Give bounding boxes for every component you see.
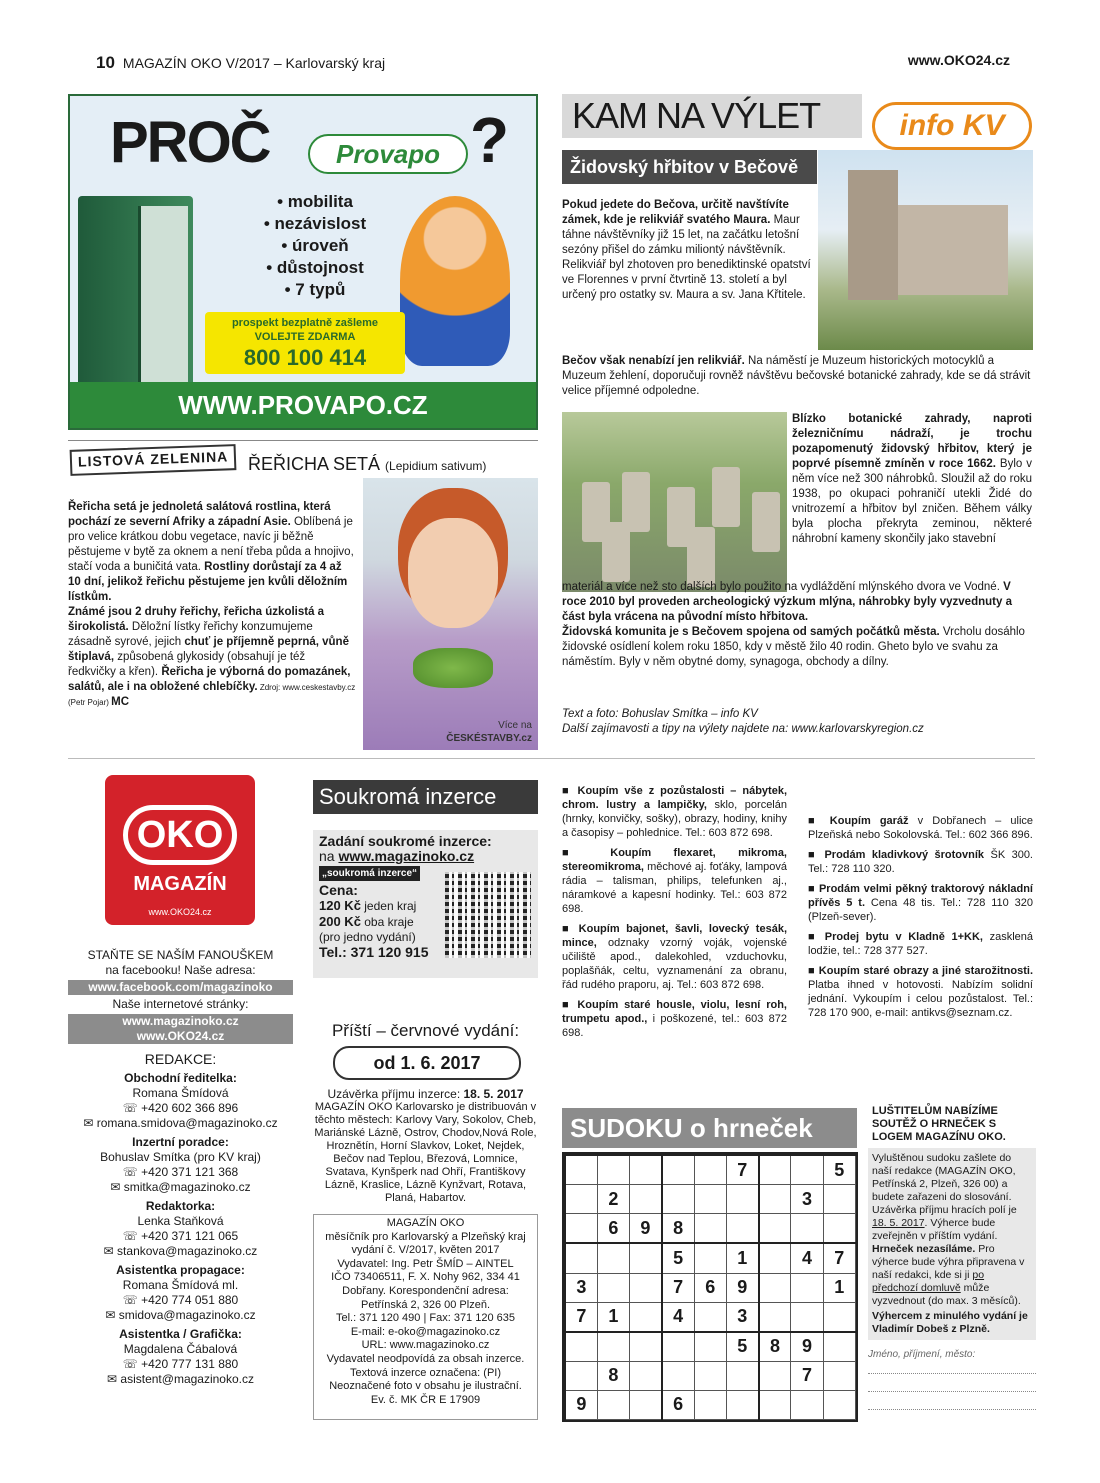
paragraph: Pokud jedete do Bečova, určitě navštívíte zámek, kde je relikviář svatého Maura. Maur táhne návštěvníky již 15 let, na začátku letošní sezóny přišel do zámku miliontý návštěvník. Relikviář byl zhotoven pro benediktinské opatství ve Florennes v první čtvrtině 13. století a byl určený pro ostatky sv. Maura a sv. Jana Křtitele. (562, 199, 811, 301)
email-link[interactable]: ✉ stankova@magazinoko.cz (103, 1244, 258, 1258)
sudoku-cell[interactable]: 4 (662, 1302, 694, 1332)
website-links (68, 1014, 293, 1044)
sudoku-cell[interactable] (694, 1155, 726, 1185)
sudoku-cell[interactable] (759, 1273, 791, 1302)
private-ads-box: Zadání soukromé inzerce: na www.magazinoko.cz „soukromá inzerce“ Cena: 120 Kč jeden kraj 200 Kč oba kraje (pro jedno vydání) Tel.: 371 120 915 (313, 830, 538, 978)
promo-text: prospekt bezplatně zašleme (231, 317, 379, 329)
castle-photo (818, 150, 1033, 350)
classifieds-col-1 (562, 784, 787, 1046)
staff-entry: Asistentka propagace: Romana Šmídová ml. ☏ +420 774 051 880 ✉ smidova@magazinoko.cz (68, 1263, 293, 1323)
feature-item: • mobilita (277, 192, 353, 211)
sudoku-cell[interactable]: 9 (726, 1273, 758, 1302)
sudoku-cell[interactable] (565, 1185, 597, 1214)
sudoku-cell[interactable] (597, 1155, 629, 1185)
classified-ad: ■ Prodám velmi pěkný traktorový nákladní přívěs 5 t. Cena 48 tis. Tel.: 728 110 320 (Plzeň-sever). (808, 883, 1033, 923)
distribution-info: Uzávěrka příjmu inzerce: 18. 5. 2017 MAGAZÍN OKO Karlovarsko je distribuován v těchto městech: Karlovy Vary, Sokolov, Cheb, Mariánské Lázně, Ostrov, Chodov,Nová Role, Hroznětín, Horní Slavkov, Loket, Nejdek, Bečov nad Teplou, Březová, Lomnice, Svatava, Kynšperk nad Ohří, Františkovy Lázně, Kraslice, Lázně Kynžvart, Rotava, Planá, Habartov. (314, 1087, 537, 1204)
info-kv-badge: info KV (872, 102, 1032, 150)
name-field-label[interactable]: Jméno, příjmení, město: (868, 1348, 1036, 1374)
staff-entry: Obchodní ředitelka: Romana Šmídová ☏ +420 602 366 896 ✉ romana.smidova@magazinoko.cz (68, 1071, 293, 1131)
sudoku-cell[interactable] (630, 1302, 662, 1332)
sudoku-cell[interactable] (823, 1332, 855, 1362)
ad-question-mark: ? (470, 104, 510, 176)
provapo-ad[interactable] (68, 94, 538, 430)
promo-call: VOLEJTE ZDARMA (254, 331, 356, 344)
sudoku-cell[interactable] (597, 1273, 629, 1302)
photo-credit: Více na ČESKÉSTAVBY.cz (446, 720, 532, 745)
sudoku-cell[interactable]: 4 (791, 1243, 823, 1273)
sudoku-cell[interactable] (662, 1361, 694, 1390)
sudoku-cell[interactable]: 3 (565, 1273, 597, 1302)
article-title (248, 453, 486, 476)
feature-item: • nezávislost (263, 214, 367, 233)
sudoku-cell[interactable] (726, 1185, 758, 1214)
sudoku-cell[interactable]: 5 (726, 1332, 758, 1362)
paragraph: Známé jsou 2 druhy řeřichy, řeřicha úzkolistá a širokolistá. Děložní lístky řeřichy konzumujeme zásadně syrové, jejich chuť je příjemně peprná, vůně štiplavá, způsobená glykosidy (obsahují je též ředkvičky a křen). Řeřicha je výborná do pomazánek, salátů, ale i na obložené chlebíčky. Zdroj: www.ceskestavby.cz (Petr Pojar) MC (68, 606, 356, 708)
sudoku-cell[interactable]: 7 (565, 1302, 597, 1332)
sudoku-cell[interactable] (694, 1185, 726, 1214)
sudoku-cell[interactable] (823, 1185, 855, 1214)
sudoku-cell[interactable] (694, 1390, 726, 1419)
next-issue-date: od 1. 6. 2017 (333, 1046, 521, 1080)
sudoku-cell[interactable]: 6 (662, 1390, 694, 1419)
sudoku-cell[interactable] (630, 1243, 662, 1273)
sudoku-cell[interactable] (597, 1332, 629, 1362)
section-title: KAM NA VÝLET (562, 94, 862, 138)
sudoku-cell[interactable] (791, 1302, 823, 1332)
website-link[interactable]: www.OKO24.cz (136, 1029, 225, 1043)
email-link[interactable]: ✉ smidova@magazinoko.cz (105, 1308, 256, 1322)
classified-ad: ■ Koupím staré obrazy a jiné starožitnosti. Platba ihned v hotovosti. Nabízím solidní jednání. Vykoupím i celou pozůstalost. Tel.: 728 170 900, e-mail: antikvs@seznam.cz. (808, 965, 1033, 1019)
sudoku-cell[interactable]: 9 (791, 1332, 823, 1362)
editorial-info: STAŇTE SE NAŠÍM FANOUŠKEM na facebooku! Naše adresa: www.facebook.com/magazinoko Naše internetové stránky: www.magazinoko.cz www.OKO24.cz REDAKCE: Obchodní ředitelka: Romana Šmídová ☏ +420 602 366 896 ✉ romana.smidova@magazinoko.cz Inzertní poradce: Bohuslav Smítka (pro KV kraj) ☏ +420 371 121 368 ✉ smitka@magazinoko.cz Redaktorka: Lenka Staňková ☏ +420 371 121 065 ✉ stankova@magazinoko.cz Asistentka propagace: Romana Šmídová ml. ☏ +420 774 051 880 ✉ smidova@magazinoko.cz Asistentka / Grafička: Magdalena Čábalová ☏ +420 777 131 880 ✉ asistent@magazinoko.cz (68, 948, 293, 1387)
website-link[interactable]: www.magazinoko.cz (122, 1014, 239, 1028)
staff-entry: Redaktorka: Lenka Staňková ☏ +420 371 121 065 ✉ stankova@magazinoko.cz (68, 1199, 293, 1259)
sudoku-cell[interactable] (759, 1185, 791, 1214)
feature-item: • důstojnost (266, 258, 364, 277)
cemetery-photo (562, 412, 787, 592)
page-number: 10 (96, 53, 115, 72)
ad-promo (205, 312, 405, 374)
latin-name: (Lepidium sativum) (385, 459, 487, 473)
sudoku-cell[interactable] (791, 1155, 823, 1185)
ad-url[interactable]: WWW.PROVAPO.CZ (70, 382, 536, 428)
sudoku-cell[interactable]: 3 (726, 1302, 758, 1332)
article-source: Text a foto: Bohuslav Smítka – info KV Další zajímavosti a tipy na výlety najdete na: www.karlovarskyregion.cz (562, 707, 1032, 737)
page-header (96, 52, 385, 74)
facebook-link[interactable]: www.facebook.com/magazinoko (68, 980, 293, 995)
private-ads-title: Soukromá inzerce (313, 780, 538, 814)
sudoku-cell[interactable] (759, 1390, 791, 1419)
sudoku-grid[interactable] (562, 1152, 858, 1422)
entry-line[interactable] (868, 1392, 1036, 1410)
sudoku-cell[interactable]: 9 (630, 1214, 662, 1244)
header-url[interactable]: www.OKO24.cz (907, 52, 1010, 68)
sudoku-cell[interactable]: 7 (791, 1361, 823, 1390)
sudoku-cell[interactable]: 1 (823, 1273, 855, 1302)
email-link[interactable]: ✉ asistent@magazinoko.cz (107, 1372, 254, 1386)
sudoku-cell[interactable]: 1 (726, 1243, 758, 1273)
classified-ad: ■ Koupím staré housle, violu, lesní roh, trumpetu apod., i poškozené, tel.: 603 872 698. (562, 999, 787, 1039)
sudoku-cell[interactable] (694, 1302, 726, 1332)
ad-headline: PROČ (110, 110, 270, 175)
sudoku-cell[interactable] (759, 1361, 791, 1390)
staff-entry: Inzertní poradce: Bohuslav Smítka (pro KV kraj) ☏ +420 371 121 368 ✉ smitka@magazinoko.cz (68, 1135, 293, 1195)
classified-ad: ■ Koupím flexaret, mikroma, stereomikroma, měchové aj. foťáky, lampová rádia – talisman, philips, telefunken aj., náramkové a kapesní hodinky. Tel.: 603 872 698. (562, 847, 787, 915)
sudoku-cell[interactable] (630, 1361, 662, 1390)
paragraph: Bečov však nenabízí jen relikviář. Na náměstí je Muzeum historických motocyklů a Muzeum žehlení, doporučuji rovněž návštěvu bečovské botanické zahrady, kde se dá strávit velice příjemné odpoledne. (562, 355, 1031, 397)
sudoku-cell[interactable] (791, 1390, 823, 1419)
sudoku-cell[interactable]: 7 (726, 1155, 758, 1185)
issue-title: MAGAZÍN OKO V/2017 – Karlovarský kraj (122, 55, 386, 71)
sudoku-title: SUDOKU o hrneček (562, 1108, 857, 1148)
sudoku-cell[interactable] (694, 1332, 726, 1362)
paragraph: Blízko botanické zahrady, naproti železničnímu nádraží, je trochu pozapomenutý židovský hřbitov, který je poprvé písemně zmíněn v roce 1662. Bylo v něm více než 300 náhrobků. Sloužil až do roku 1938, po okupaci pohraničí utekli Židé do vnitrozemí a hřbitov byl zničen. Během války byla plocha překryta zeminou, některé náhrobní kameny skončily jako stavební (792, 413, 1032, 545)
sudoku-cell[interactable] (759, 1243, 791, 1273)
sudoku-cell[interactable] (630, 1185, 662, 1214)
sudoku-cell[interactable] (565, 1243, 597, 1273)
sudoku-cell[interactable] (630, 1332, 662, 1362)
sudoku-cell[interactable] (823, 1214, 855, 1244)
sudoku-cell[interactable]: 6 (597, 1214, 629, 1244)
provapo-logo: Provapo (308, 134, 468, 174)
sudoku-cell[interactable] (726, 1214, 758, 1244)
paragraph: materiál a více než sto dalších bylo použito na vydláždění mlýnského dvora ve Vodné. V roce 2010 byl proveden archeologický výzkum mlýna, náhrobky byly vyzvednuty a část byla vrácena na původní místo hřbitova. Židovská komunita je s Bečovem spojena od samých počátků města. Vrcholu dosáhlo židovské osídlení kolem roku 1850, kdy v městě žilo 40 rodin. Gheto bylo ve svahu za náměstím. Byly v něm obytné domy, synagoga, obchody a dílny. (562, 581, 1025, 668)
sudoku-cell[interactable]: 7 (823, 1243, 855, 1273)
sudoku-contest-info: LUŠTITELŮM NABÍZÍME SOUTĚŽ O HRNEČEK S LOGEM MAGAZÍNU OKO. Vyluštěnou sudoku zašlete do naší redakce (MAGAZÍN OKO, Petřínská 2, Plzeň, 326 00) a budete zařazeni do slosování. Uzávěrka příjmu hracích polí je 18. 5. 2017. Výherce bude zveřejněn v příštím vydání. Hrneček nezasíláme. Pro výherce bude výhra připravena v naší redakci, kde si ji po předchozí domluvě může vyzvednout (do max. 3 měsíců). Výhercem z minulého vydání je Vladimír Dobeš z Plzně. Jméno, příjmení, město: (868, 1105, 1036, 1410)
sudoku-cell[interactable] (630, 1155, 662, 1185)
sudoku-cell[interactable] (823, 1361, 855, 1390)
sudoku-cell[interactable]: 5 (823, 1155, 855, 1185)
sudoku-cell[interactable]: 1 (597, 1302, 629, 1332)
section-stamp: LISTOVÁ ZELENINA (70, 444, 237, 476)
sudoku-cell[interactable] (597, 1390, 629, 1419)
sudoku-cell[interactable] (630, 1390, 662, 1419)
imprint: MAGAZÍN OKO měsíčník pro Karlovarský a Plzeňský kraj vydání č. V/2017, květen 2017 Vydavatel: Ing. Petr ŠMÍD – AINTEL IČO 73406511, F. X. Nohy 962, 334 41 Dobřany. Korespondenční adresa: Petřínská 2, 326 00 Plzeň. Tel.: 371 120 490 | Fax: 371 120 635 E-mail: e-oko@magazinoko.cz URL: www.magazinoko.cz Vydavatel neodpovídá za obsah inzerce. Textová inzerce označena: (PI) Neoznačené foto v obsahu je ilustrační. Ev. č. MK ČR E 17909 (313, 1214, 538, 1420)
sudoku-cell[interactable] (823, 1390, 855, 1419)
oko-magazin-logo: OKO MAGAZÍN www.OKO24.cz (105, 775, 255, 925)
sudoku-cell[interactable] (597, 1243, 629, 1273)
classifieds-col-2 (808, 814, 1033, 1026)
feature-item: • úroveň (281, 236, 349, 255)
redakce-heading: REDAKCE: (144, 1051, 217, 1067)
sudoku-cell[interactable] (726, 1390, 758, 1419)
sudoku-cell[interactable] (694, 1214, 726, 1244)
lz-header (68, 440, 538, 480)
classified-ad: ■ Koupím vše z pozůstalosti – nábytek, chrom. lustry a lampičky, sklo, porcelán (hrnky, konvičky, sošky), obrazy, hodiny, knihy a časopisy – pohlednice. Tel.: 603 872 698. (562, 785, 787, 839)
sudoku-cell[interactable]: 7 (662, 1273, 694, 1302)
classified-ad: ■ Koupím bajonet, šavli, lovecký tesák, mince, odznaky vzorný voják, vojenské učiliště apod., dalekohled, vzduchovku, poplašňák, celtu, vyznamenání za obranu, řád rudého praporu, aj. Tel.: 603 872 698. (562, 923, 787, 991)
feature-item: • 7 typů (284, 280, 346, 299)
sudoku-cell[interactable] (823, 1302, 855, 1332)
classified-ad: ■ Prodej bytu v Kladně 1+KK, zasklená lodžie, tel.: 728 377 527. (808, 931, 1033, 957)
email-link[interactable]: ✉ smitka@magazinoko.cz (110, 1180, 251, 1194)
sudoku-cell[interactable] (759, 1155, 791, 1185)
email-link[interactable]: ✉ romana.smidova@magazinoko.cz (83, 1116, 278, 1130)
magazinoko-link[interactable]: www.magazinoko.cz (338, 848, 475, 864)
sudoku-cell[interactable] (759, 1214, 791, 1244)
cartoon-boy-image (400, 196, 510, 366)
classified-ad: ■ Koupím garáž v Dobřanech – ulice Plzeňská nebo Sokolovská. Tel.: 602 366 896. (808, 815, 1034, 841)
entry-line[interactable] (868, 1374, 1036, 1392)
source-link[interactable]: Další zajímavosti a tipy na výlety najdete na: www.karlovarskyregion.cz (562, 723, 924, 735)
sudoku-cell[interactable] (791, 1214, 823, 1244)
sudoku-cell[interactable] (565, 1155, 597, 1185)
title-text: ŘEŘICHA SETÁ (248, 454, 381, 474)
sudoku-cell[interactable]: 8 (759, 1332, 791, 1362)
next-issue-label: Příští – červnové vydání: (331, 1021, 520, 1040)
sudoku-cell[interactable]: 6 (694, 1273, 726, 1302)
sudoku-cell[interactable] (726, 1361, 758, 1390)
article-subtitle: Židovský hřbitov v Bečově (562, 150, 817, 184)
classified-ad: ■ Prodám kladivkový šrotovník ŠK 300. Tel.: 728 110 320. (808, 849, 1033, 875)
sudoku-cell[interactable] (694, 1361, 726, 1390)
lz-article (68, 500, 356, 710)
paragraph: Řeřicha setá je jednoletá salátová rostlina, která pochází ze severní Afriky a západní Asie. Oblíbená je pro velice krátkou dobu vegetace, navíc ji běžně pěstujeme v bytě za oknem a není třeba půda a hnojivo, stačí voda a buničitá vata. Rostliny dorůstají za 4 až 10 dní, jelikož řeřichu pěstujeme jen kvůli děložním lístkům. (68, 501, 354, 603)
qr-code[interactable] (445, 872, 531, 958)
sudoku-cell[interactable]: 2 (597, 1185, 629, 1214)
sudoku-cell[interactable] (662, 1155, 694, 1185)
sudoku-cell[interactable] (630, 1273, 662, 1302)
sudoku-cell[interactable] (791, 1273, 823, 1302)
sudoku-cell[interactable] (662, 1185, 694, 1214)
sudoku-cell[interactable] (565, 1214, 597, 1244)
sudoku-cell[interactable]: 5 (662, 1243, 694, 1273)
girl-photo (363, 478, 538, 750)
sudoku-cell[interactable]: 9 (565, 1390, 597, 1419)
sudoku-cell[interactable] (565, 1332, 597, 1362)
sudoku-cell[interactable]: 8 (662, 1214, 694, 1244)
ad-features (250, 191, 380, 301)
sudoku-cell[interactable]: 3 (791, 1185, 823, 1214)
sudoku-cell[interactable] (694, 1243, 726, 1273)
sudoku-cell[interactable] (565, 1361, 597, 1390)
staff-entry: Asistentka / Grafička: Magdalena Čábalová ☏ +420 777 131 880 ✉ asistent@magazinoko.cz (68, 1327, 293, 1387)
promo-phone: 800 100 414 (243, 345, 367, 371)
divider (68, 758, 1035, 759)
sudoku-cell[interactable] (759, 1302, 791, 1332)
sudoku-cell[interactable]: 8 (597, 1361, 629, 1390)
sudoku-cell[interactable] (662, 1332, 694, 1362)
